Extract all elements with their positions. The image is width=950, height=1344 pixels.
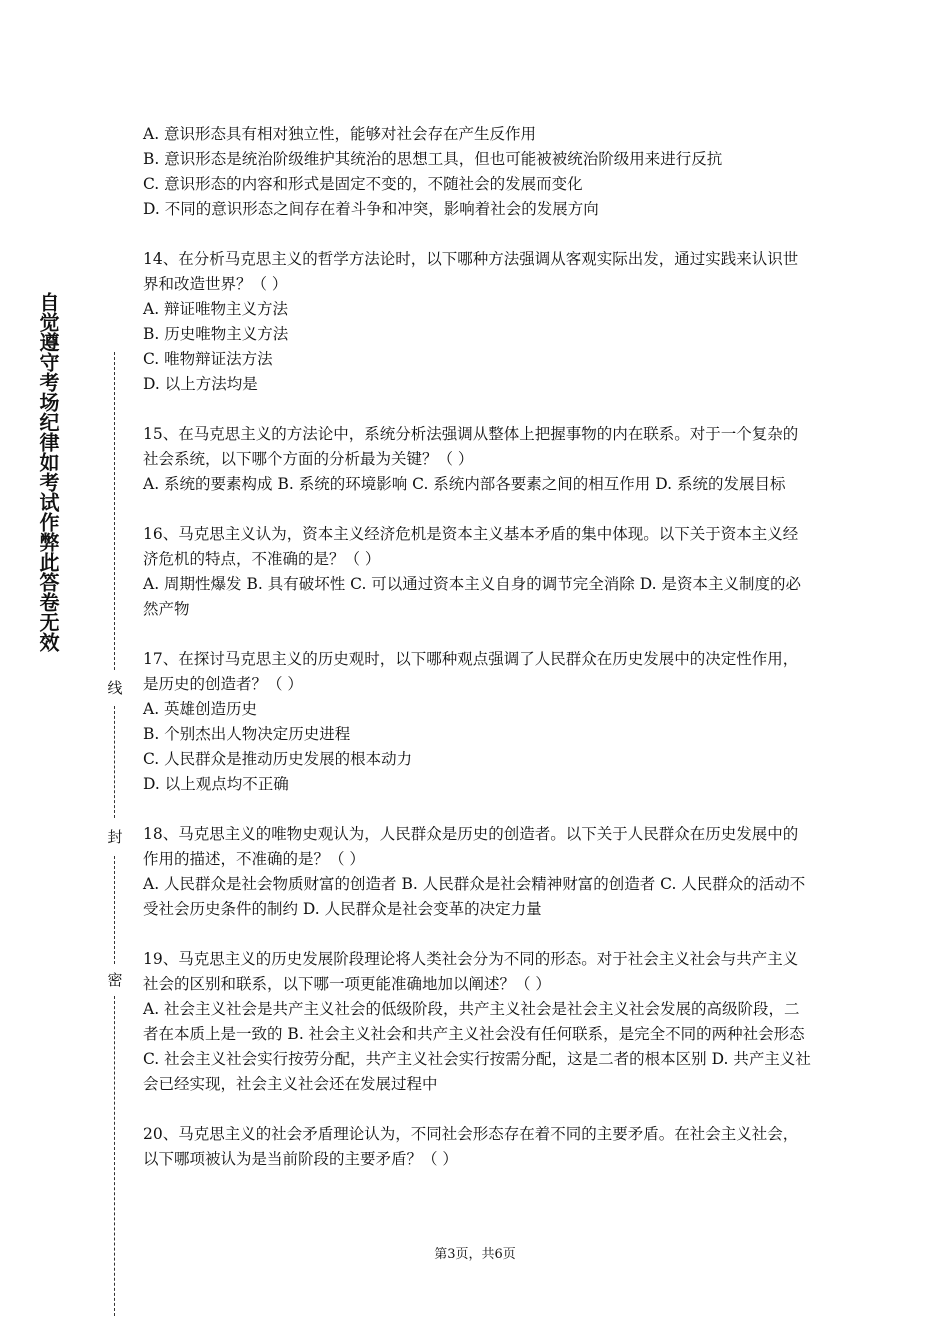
option: A. 意识形态具有相对独立性，能够对社会存在产生反作用 [143,125,537,143]
question-17-stem: 17、在探讨马克思主义的历史观时，以下哪种观点强调了人民群众在历史发展中的决定性作用，是历史的创造者？（ ） [143,650,799,693]
question-content [143,122,813,1172]
binding-line-segment [114,996,115,1316]
option: C. 唯物辩证法方法 [143,350,273,368]
binding-mark-line: 线 [105,679,125,697]
question-20-stem: 20、马克思主义的社会矛盾理论认为，不同社会形态存在着不同的主要矛盾。在社会主义社会，以下哪项被认为是当前阶段的主要矛盾？（ ） [143,1125,799,1168]
question-16-options: A. 周期性爆发 B. 具有破坏性 C. 可以通过资本主义自身的调节完全消除 D. 是资本主义制度的必然产物 [143,575,801,618]
option: B. 历史唯物主义方法 [143,325,289,343]
option: D. 以上方法均是 [143,375,258,393]
question-16-stem: 16、马克思主义认为，资本主义经济危机是资本主义基本矛盾的集中体现。以下关于资本主义经济危机的特点，不准确的是？（ ） [143,525,799,568]
binding-mark-secret: 密 [105,971,125,989]
question-18-stem: 18、马克思主义的唯物史观认为，人民群众是历史的创造者。以下关于人民群众在历史发展中的作用的描述，不准确的是？（ ） [143,825,799,868]
page-number: 第3页，共6页 [434,1247,516,1262]
option: D. 不同的意识形态之间存在着斗争和冲突，影响着社会的发展方向 [143,200,599,218]
option: A. 英雄创造历史 [143,700,258,718]
binding-line-segment [114,352,115,670]
binding-line-segment [114,856,115,964]
binding-line-segment [114,706,115,818]
option: B. 个别杰出人物决定历史进程 [143,725,351,743]
question-19-stem: 19、马克思主义的历史发展阶段理论将人类社会分为不同的形态。对于社会主义社会与共产主义社会的区别和联系，以下哪一项更能准确地加以阐述？（ ） [143,950,799,993]
option: B. 意识形态是统治阶级维护其统治的思想工具，但也可能被被统治阶级用来进行反抗 [143,150,723,168]
question-14-stem: 14、在分析马克思主义的哲学方法论时，以下哪种方法强调从客观实际出发，通过实践来认识世界和改造世界？（ ） [143,250,799,293]
question-15-options: A. 系统的要素构成 B. 系统的环境影响 C. 系统内部各要素之间的相互作用 D. 系统的发展目标 [143,475,786,493]
exam-discipline-notice: 自觉遵守考场纪律如考试作弊此答卷无效 [36,292,60,652]
binding-mark-seal: 封 [105,828,125,846]
option: C. 人民群众是推动历史发展的根本动力 [143,750,413,768]
question-19-options: A. 社会主义社会是共产主义社会的低级阶段，共产主义社会是社会主义社会发展的高级阶段，二者在本质上是一致的 B. 社会主义社会和共产主义社会没有任何联系，是完全不同的两种社会形态 C. 社会主义社会实行按劳分配，共产主义社会实行按需分配，这是二者的根本区别 D. 共产主义社会已经实现，社会主义社会还在发展过程中 [143,1000,811,1093]
question-18-options: A. 人民群众是社会物质财富的创造者 B. 人民群众是社会精神财富的创造者 C. 人民群众的活动不受社会历史条件的制约 D. 人民群众是社会变革的决定力量 [143,875,806,918]
option: A. 辩证唯物主义方法 [143,300,289,318]
option: D. 以上观点均不正确 [143,775,289,793]
option: C. 意识形态的内容和形式是固定不变的，不随社会的发展而变化 [143,175,583,193]
question-15-stem: 15、在马克思主义的方法论中，系统分析法强调从整体上把握事物的内在联系。对于一个复杂的社会系统，以下哪个方面的分析最为关键？（ ） [143,425,799,468]
